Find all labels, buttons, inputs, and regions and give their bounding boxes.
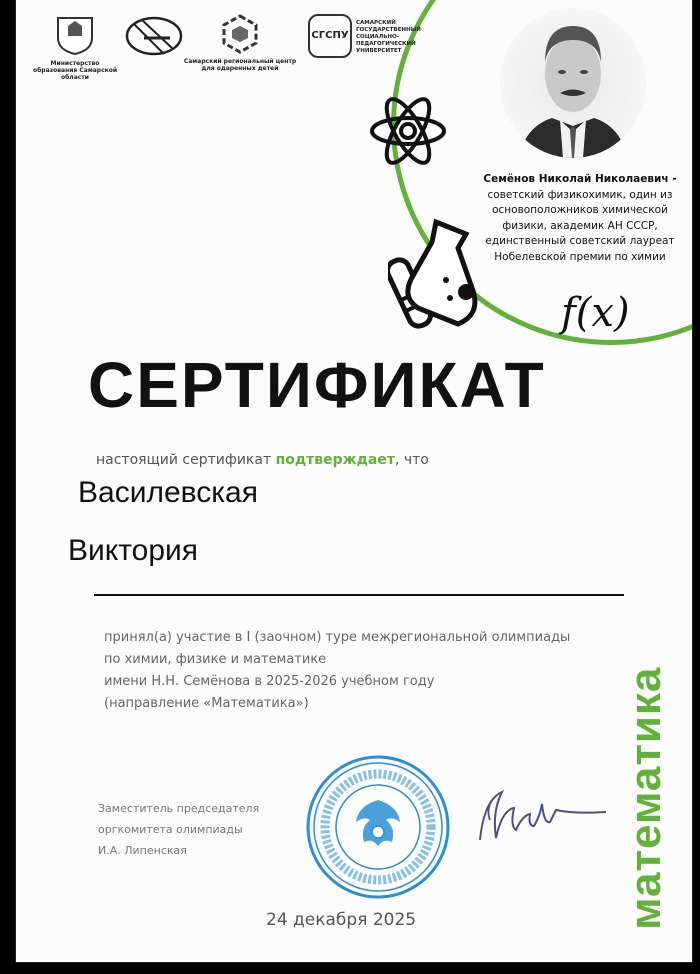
body-line: имени Н.Н. Семёнова в 2025-2026 учебном году (104, 674, 435, 689)
coat-of-arms-icon (30, 14, 120, 56)
signer-line: Заместитель председателя (98, 802, 260, 815)
hexagon-icon (180, 14, 300, 54)
confirm-highlight: подтверждает (275, 452, 395, 468)
center-logo (180, 14, 300, 72)
bio-line: советский физикохимик, один из (487, 188, 673, 201)
ministry-logo (30, 14, 120, 81)
shield-icon (308, 14, 352, 58)
certificate-page (16, 0, 692, 962)
certificate-title: СЕРТИФИКАТ (88, 349, 546, 421)
physics-institute-logo (124, 14, 184, 62)
body-line: по химии, физике и математике (104, 652, 327, 667)
bio-line: Нобелевской премии по химии (494, 250, 666, 263)
center-caption: Самарский региональный центр для одаренных детей (183, 58, 297, 72)
confirm-suffix: , что (394, 452, 429, 468)
signer-line: оргкомитета олимпиады (98, 823, 243, 836)
recipient-given-name: Виктория (68, 534, 199, 567)
university-short-label: СГСПУ (311, 30, 349, 41)
scientist-name: Семёнов Николай Николаевич - (483, 173, 677, 185)
issue-date: 24 декабря 2025 (266, 910, 417, 930)
ministry-caption: Министерство образования Самарской области (32, 60, 118, 81)
bio-line: основоположников химической (492, 204, 668, 216)
scientist-bio (476, 172, 684, 265)
university-caption: САМАРСКИЙ ГОСУДАРСТВЕННЫЙ СОЦИАЛЬНО-ПЕДАГОГИЧЕСКИЙ УНИВЕРСИТЕТ (356, 20, 421, 54)
bio-line: физики, академик АН СССР, (502, 219, 658, 232)
participation-text (104, 627, 624, 715)
subject-vertical-label: математика (621, 666, 670, 930)
recipient-surname: Василевская (78, 476, 258, 509)
atom-icon (368, 86, 448, 176)
confirm-line (96, 452, 429, 468)
signer-block (98, 798, 259, 861)
handwritten-signature (462, 780, 622, 860)
name-underline (94, 594, 624, 596)
scientist-portrait (500, 8, 646, 158)
body-line: (направление «Математика») (104, 696, 309, 711)
signer-line: И.А. Липенская (98, 844, 187, 857)
body-line: принял(а) участие в I (заочном) туре межрегиональной олимпиады (104, 630, 571, 645)
bio-line: единственный советский лауреат (485, 235, 675, 247)
confirm-prefix: настоящий сертификат (96, 452, 276, 468)
function-formula: f(x) (561, 290, 630, 336)
official-stamp-seal (303, 752, 453, 902)
